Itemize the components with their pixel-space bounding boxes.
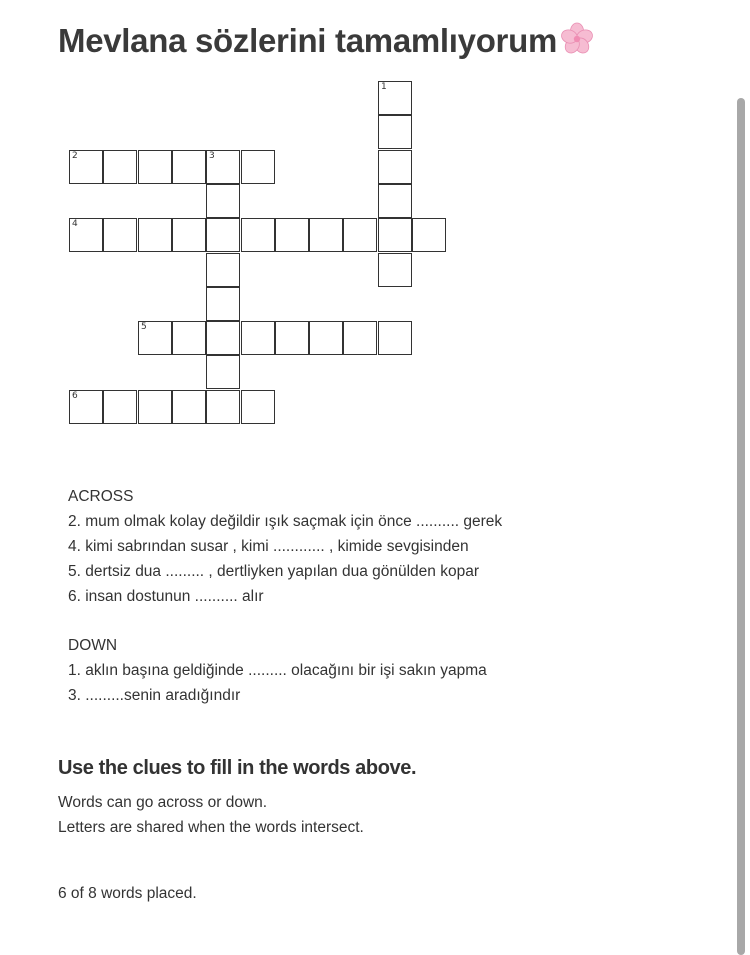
crossword-cell[interactable]	[172, 390, 206, 424]
crossword-cell[interactable]	[309, 218, 343, 252]
crossword-cell[interactable]	[309, 321, 343, 355]
clue-number: 1	[381, 82, 387, 92]
crossword-cell[interactable]	[103, 390, 137, 424]
crossword-cell[interactable]	[412, 218, 446, 252]
clue-number: 6	[72, 391, 78, 401]
crossword-cell[interactable]	[378, 218, 412, 252]
across-clue-6[interactable]: 6. insan dostunun .......... alır	[68, 588, 264, 605]
crossword-cell[interactable]	[69, 218, 103, 252]
across-clue-2[interactable]: 2. mum olmak kolay değildir ışık saçmak için önce .......... gerek	[68, 513, 503, 530]
crossword-cell[interactable]	[241, 390, 275, 424]
crossword-cell[interactable]	[206, 253, 240, 287]
crossword-cell[interactable]	[378, 321, 412, 355]
progress-status: 6 of 8 words placed.	[58, 885, 197, 902]
crossword-cell[interactable]	[275, 218, 309, 252]
crossword-cell[interactable]	[206, 184, 240, 218]
crossword-cell[interactable]	[138, 321, 172, 355]
clue-number: 4	[72, 219, 78, 229]
crossword-cell[interactable]	[172, 218, 206, 252]
across-clues	[68, 484, 502, 609]
crossword-grid	[0, 0, 750, 440]
down-clue-3[interactable]: 3. .........senin aradığındır	[68, 687, 241, 704]
crossword-cell[interactable]	[343, 218, 377, 252]
crossword-cell[interactable]	[69, 390, 103, 424]
down-heading: DOWN	[68, 637, 118, 654]
across-clue-4[interactable]: 4. kimi sabrından susar , kimi ............ , kimide sevgisinden	[68, 538, 469, 555]
crossword-cell[interactable]	[378, 253, 412, 287]
crossword-cell[interactable]	[378, 115, 412, 149]
across-heading: ACROSS	[68, 488, 134, 505]
crossword-cell[interactable]	[103, 218, 137, 252]
down-clue-1[interactable]: 1. aklın başına geldiğinde ......... olacağını bir işi sakın yapma	[68, 662, 487, 679]
crossword-cell[interactable]	[138, 390, 172, 424]
crossword-cell[interactable]	[172, 150, 206, 184]
crossword-cell[interactable]	[138, 150, 172, 184]
crossword-cell[interactable]	[378, 81, 412, 115]
clue-number: 5	[141, 322, 147, 332]
clue-number: 3	[209, 151, 215, 161]
crossword-cell[interactable]	[378, 150, 412, 184]
crossword-cell[interactable]	[172, 321, 206, 355]
instructions-line-2: Letters are shared when the words intersect.	[58, 819, 364, 836]
instructions-line-1: Words can go across or down.	[58, 794, 268, 811]
crossword-cell[interactable]	[206, 390, 240, 424]
crossword-cell[interactable]	[206, 218, 240, 252]
crossword-cell[interactable]	[206, 150, 240, 184]
down-clues	[68, 633, 487, 708]
crossword-cell[interactable]	[378, 184, 412, 218]
crossword-cell[interactable]	[206, 321, 240, 355]
crossword-cell[interactable]	[206, 287, 240, 321]
instructions-title: Use the clues to fill in the words above.	[58, 757, 417, 779]
across-clue-5[interactable]: 5. dertsiz dua ......... , dertliyken yapılan dua gönülden kopar	[68, 563, 479, 580]
crossword-cell[interactable]	[275, 321, 309, 355]
crossword-cell[interactable]	[241, 218, 275, 252]
crossword-cell[interactable]	[241, 321, 275, 355]
title-text: Mevlana sözlerini tamamlıyorum	[58, 22, 558, 59]
crossword-cell[interactable]	[206, 355, 240, 389]
crossword-cell[interactable]	[343, 321, 377, 355]
crossword-cell[interactable]	[69, 150, 103, 184]
clue-number: 2	[72, 151, 78, 161]
crossword-cell[interactable]	[138, 218, 172, 252]
crossword-cell[interactable]	[241, 150, 275, 184]
crossword-cell[interactable]	[103, 150, 137, 184]
